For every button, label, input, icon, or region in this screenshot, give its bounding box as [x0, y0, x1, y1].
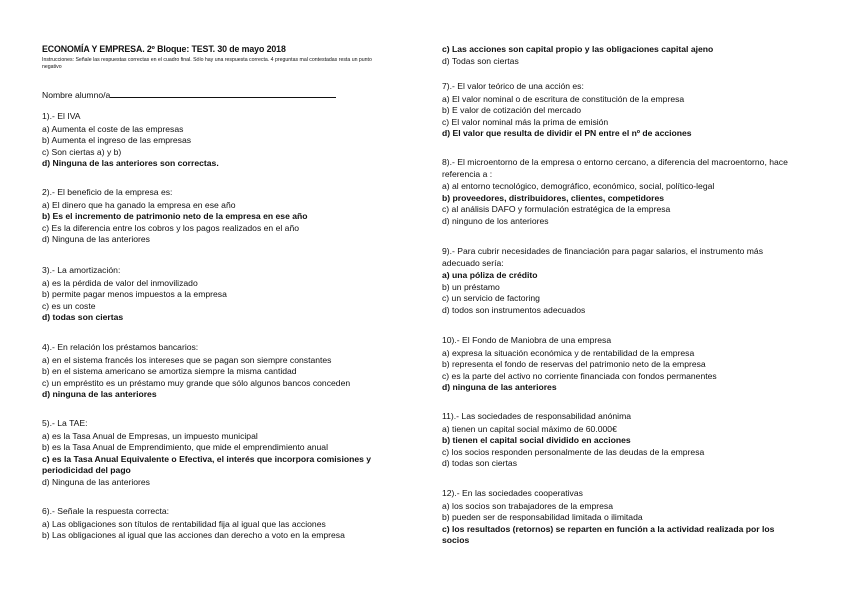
question-title: 11).- Las sociedades de responsabilidad anónima [442, 411, 632, 421]
option-d[interactable]: d) Ninguna de las anteriores [42, 476, 150, 487]
option-a[interactable]: a) una póliza de crédito [442, 270, 538, 281]
question-title: 9).- Para cubrir necesidades de financiación para pagar salarios, el instrumento más adecuado sería: [442, 246, 763, 268]
question-title: 4).- En relación los préstamos bancarios: [42, 342, 199, 352]
question-7 [442, 81, 692, 140]
option-b[interactable]: b) E valor de cotización del mercado [442, 105, 582, 116]
question-11 [442, 411, 704, 470]
option-c[interactable]: c) al análisis DAFO y formulación estratégica de la empresa [442, 204, 671, 215]
question-6 [42, 506, 345, 542]
exam-title: ECONOMÍA Y EMPRESA. 2º Bloque: TEST. 30 de mayo 2018 [42, 44, 286, 54]
option-d[interactable]: d) ninguno de los anteriores [442, 215, 549, 226]
option-a[interactable]: a) es la Tasa Anual de Empresas, un impuesto municipal [42, 430, 258, 441]
question-10 [442, 335, 717, 394]
option-d[interactable]: d) ninguna de las anteriores [442, 382, 557, 393]
question-5 [42, 418, 402, 489]
question-8 [442, 157, 802, 228]
option-a[interactable]: a) los socios son trabajadores de la empresa [442, 500, 614, 511]
option-c[interactable]: c) un servicio de factoring [442, 293, 540, 304]
option-a[interactable]: a) El valor nominal o de escritura de constitución de la empresa [442, 93, 685, 104]
option-c[interactable]: c) Son ciertas a) y b) [42, 146, 122, 157]
option-d[interactable]: d) Ninguna de las anteriores [42, 234, 150, 245]
option-c[interactable]: c) El valor nominal más la prima de emisión [442, 116, 609, 127]
option-b[interactable]: b) es la Tasa Anual de Emprendimiento, que mide el emprendimiento anual [42, 442, 328, 453]
student-name-blank[interactable] [110, 89, 336, 98]
option-a[interactable]: a) Las obligaciones son títulos de rentabilidad fija al igual que las acciones [42, 518, 326, 529]
option-b[interactable]: b) Las obligaciones al igual que las acciones dan derecho a voto en la empresa [42, 530, 345, 541]
option-a[interactable]: a) en el sistema francés los intereses que se pagan son siempre constantes [42, 354, 332, 365]
question-title: 8).- El microentorno de la empresa o entorno cercano, a diferencia del macroentorno, hace referencia a : [442, 157, 788, 179]
option-a[interactable]: a) al entorno tecnológico, demográfico, económico, social, político-legal [442, 181, 715, 192]
option-b[interactable]: b) representa el fondo de reservas del patrimonio neto de la empresa [442, 359, 706, 370]
question-title: 10).- El Fondo de Maniobra de una empresa [442, 335, 612, 345]
option-b[interactable]: b) en el sistema americano se amortiza siempre la misma cantidad [42, 366, 297, 377]
question-12 [442, 488, 802, 547]
option-b[interactable]: b) tienen el capital social dividido en acciones [442, 435, 631, 446]
question-4 [42, 342, 350, 401]
option-d[interactable]: d) todas son ciertas [42, 312, 124, 323]
option-c[interactable]: c) los socios responden personalmente de las deudas de la empresa [442, 446, 705, 457]
option-c[interactable]: c) es la parte del activo no corriente financiada con fondos permanentes [442, 370, 717, 381]
option-a[interactable]: a) tienen un capital social máximo de 60.000€ [442, 423, 617, 434]
option-b[interactable]: b) Aumenta el ingreso de las empresas [42, 135, 192, 146]
option-b[interactable]: b) proveedores, distribuidores, clientes, competidores [442, 192, 665, 203]
option-a[interactable]: a) El dinero que ha ganado la empresa en ese año [42, 199, 236, 210]
question-title: 3).- La amortización: [42, 265, 121, 275]
question-1 [42, 111, 219, 170]
option-d[interactable]: d) todos son instrumentos adecuados [442, 304, 586, 315]
question-3 [42, 265, 227, 324]
option-d[interactable]: d) Ninguna de las anteriores son correctas. [42, 158, 219, 169]
question-9 [442, 246, 802, 317]
question-6-continued [442, 44, 713, 67]
option-c[interactable]: c) es la Tasa Anual Equivalente o Efectiva, el interés que incorpora comisiones y periodicidad del pago [42, 453, 372, 476]
option-c[interactable]: c) un empréstito es un préstamo muy grande que sólo algunos bancos conceden [42, 377, 351, 388]
option-d[interactable]: d) Todas son ciertas [442, 55, 519, 66]
option-a[interactable]: a) Aumenta el coste de las empresas [42, 123, 184, 134]
option-a[interactable]: a) expresa la situación económica y de rentabilidad de la empresa [442, 347, 695, 358]
option-c[interactable]: c) los resultados (retornos) se reparten en función a la actividad realizada por los socios [442, 523, 775, 546]
option-b[interactable]: b) un préstamo [442, 281, 500, 292]
option-b[interactable]: b) pueden ser de responsabilidad limitada o ilimitada [442, 512, 643, 523]
option-d[interactable]: d) El valor que resulta de dividir el PN entre el nº de acciones [442, 128, 692, 139]
question-title: 5).- La TAE: [42, 418, 88, 428]
option-c[interactable]: c) Las acciones son capital propio y las obligaciones capital ajeno [442, 44, 714, 54]
exam-instructions: Instrucciones: Señale las respuestas correctas en el cuadro final. Sólo hay una respuesta correcta. 4 preguntas mal contestadas resta un punto negativo [42, 57, 372, 70]
option-a[interactable]: a) es la pérdida de valor del inmovilizado [42, 277, 198, 288]
option-c[interactable]: c) es un coste [42, 300, 96, 311]
option-b[interactable]: b) Es el incremento de patrimonio neto de la empresa en ese año [42, 211, 308, 222]
student-name-label: Nombre alumno/a [42, 90, 111, 100]
question-title: 7).- El valor teórico de una acción es: [442, 81, 584, 91]
question-title: 2).- El beneficio de la empresa es: [42, 187, 173, 197]
question-title: 6).- Señale la respuesta correcta: [42, 506, 170, 516]
question-2 [42, 187, 308, 246]
question-title: 12).- En las sociedades cooperativas [442, 488, 583, 498]
student-name-field[interactable] [42, 89, 336, 102]
option-d[interactable]: d) ninguna de las anteriores [42, 389, 157, 400]
option-d[interactable]: d) todas son ciertas [442, 458, 517, 469]
option-c[interactable]: c) Es la diferencia entre los cobros y los pagos realizados en el año [42, 222, 299, 233]
option-b[interactable]: b) permite pagar menos impuestos a la empresa [42, 289, 227, 300]
question-title: 1).- El IVA [42, 111, 81, 121]
